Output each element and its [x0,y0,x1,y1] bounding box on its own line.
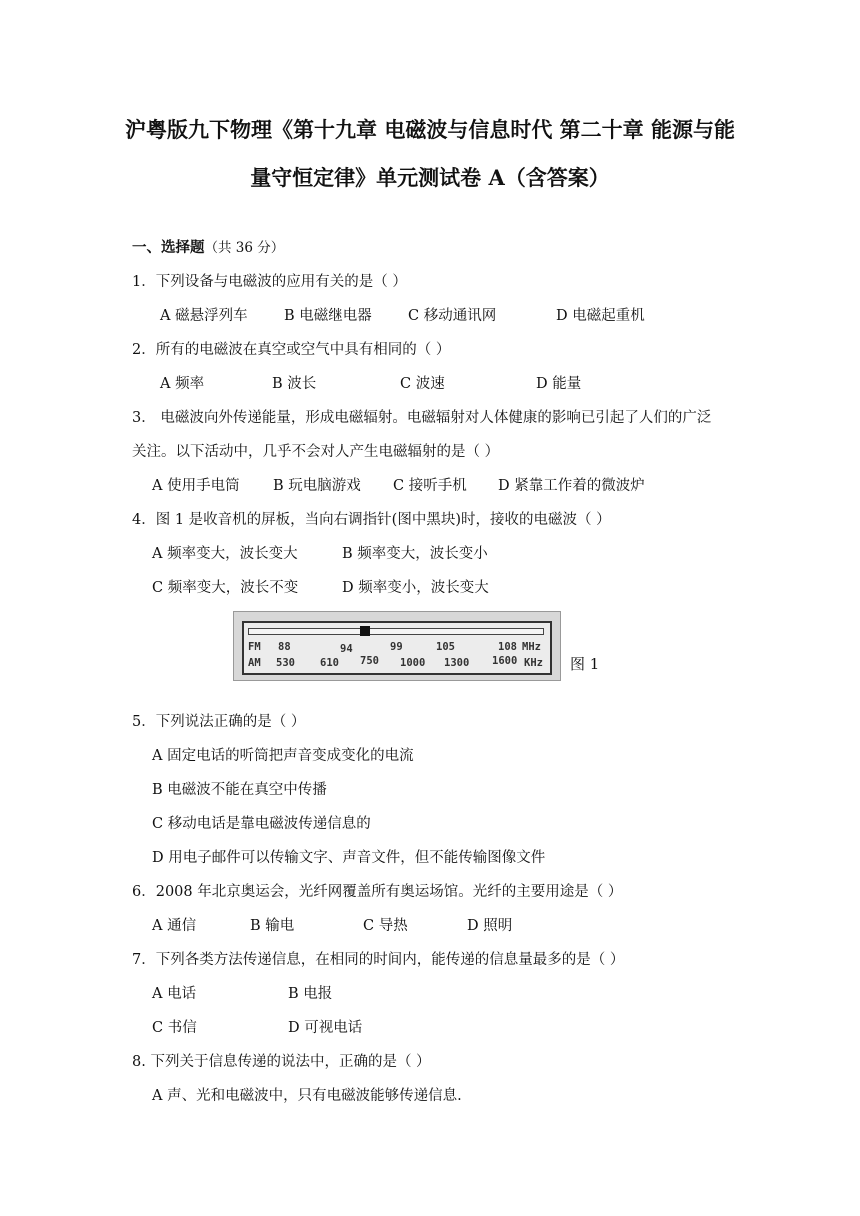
tuning-track [248,628,544,635]
title-line-1: 沪粤版九下物理《第十九章 电磁波与信息时代 第二十章 能源与能 [125,117,735,142]
question-2-stem: 2．所有的电磁波在真空或空气中具有相同的（ ） [132,342,451,358]
section-heading-note: （共 36 分） [204,240,285,256]
question-8-option-a: A 声、光和电磁波中，只有电磁波能够传递信息. [152,1088,462,1104]
question-7-option-b: B 电报 [288,986,333,1002]
question-5-stem: 5．下列说法正确的是（ ） [132,714,306,730]
fm-label: FM [248,641,261,653]
question-2-option-a: A 频率 [160,376,205,392]
question-8-stem: 8. 下列关于信息传递的说法中，正确的是（ ） [132,1054,431,1070]
section-heading [132,236,284,257]
am-tick: 610 [320,657,339,669]
question-3-stem-line-1: 3． 电磁波向外传递能量，形成电磁辐射。电磁辐射对人体健康的影响已引起了人们的广泛 [132,410,712,426]
question-5-option-c: C 移动电话是靠电磁波传递信息的 [152,816,371,832]
title-line-2: 量守恒定律》单元测试卷 A（含答案） [250,165,610,190]
question-1-option-d: D 电磁起重机 [556,308,645,324]
question-4-stem: 4．图 1 是收音机的屏板，当向右调指针(图中黑块)时，接收的电磁波（ ） [132,512,611,528]
question-3-option-b: B 玩电脑游戏 [273,478,361,494]
am-tick: 530 [276,657,295,669]
am-tick: 1300 [444,657,470,669]
tuning-pointer [360,626,370,636]
am-tick: 750 [360,655,379,667]
am-tick: 1600 [492,655,518,667]
question-5-option-d: D 用电子邮件可以传输文字、声音文件，但不能传输图像文件 [152,850,546,866]
question-3-option-a: A 使用手电筒 [152,478,240,494]
radio-dial-figure [233,611,561,681]
question-6-option-d: D 照明 [467,918,513,934]
question-1-option-c: C 移动通讯网 [408,308,497,324]
question-1-stem: 1．下列设备与电磁波的应用有关的是（ ） [132,274,407,290]
question-4-option-d: D 频率变小，波长变大 [342,580,489,596]
am-tick: 1000 [400,657,426,669]
question-4-option-a: A 频率变大，波长变大 [152,546,298,562]
fm-tick: 105 [436,641,455,653]
am-label: AM [248,657,261,669]
question-7-option-c: C 书信 [152,1020,197,1036]
am-unit: KHz [524,657,543,669]
question-4-option-c: C 频率变大，波长不变 [152,580,299,596]
fm-tick: 108 [498,641,517,653]
question-2-option-d: D 能量 [536,376,582,392]
question-6-option-c: C 导热 [363,918,408,934]
question-1-option-b: B 电磁继电器 [284,308,372,324]
question-2-option-b: B 波长 [272,376,317,392]
document-title [110,106,750,202]
figure-label: 图 1 [570,655,600,673]
question-5-option-b: B 电磁波不能在真空中传播 [152,782,327,798]
question-6-stem: 6．2008 年北京奥运会，光纤网覆盖所有奥运场馆。光纤的主要用途是（ ） [132,884,623,900]
question-3-option-d: D 紧靠工作着的微波炉 [498,478,645,494]
question-3-stem-line-2: 关注。以下活动中，几乎不会对人产生电磁辐射的是（ ） [132,444,500,460]
question-5-option-a: A 固定电话的听筒把声音变成变化的电流 [152,748,414,764]
question-1-option-a: A 磁悬浮列车 [160,308,248,324]
question-6-option-b: B 输电 [250,918,295,934]
section-heading-text: 一、选择题 [132,239,205,256]
fm-tick: 88 [278,641,291,653]
question-7-option-a: A 电话 [152,986,197,1002]
question-7-stem: 7．下列各类方法传递信息，在相同的时间内，能传递的信息量最多的是（ ） [132,952,625,968]
question-3-option-c: C 接听手机 [393,478,467,494]
fm-tick: 99 [390,641,403,653]
fm-unit: MHz [522,641,541,653]
question-4-option-b: B 频率变大，波长变小 [342,546,488,562]
question-7-option-d: D 可视电话 [288,1020,363,1036]
question-6-option-a: A 通信 [152,918,197,934]
radio-dial-panel [242,621,552,675]
question-2-option-c: C 波速 [400,376,445,392]
fm-tick: 94 [340,643,353,655]
